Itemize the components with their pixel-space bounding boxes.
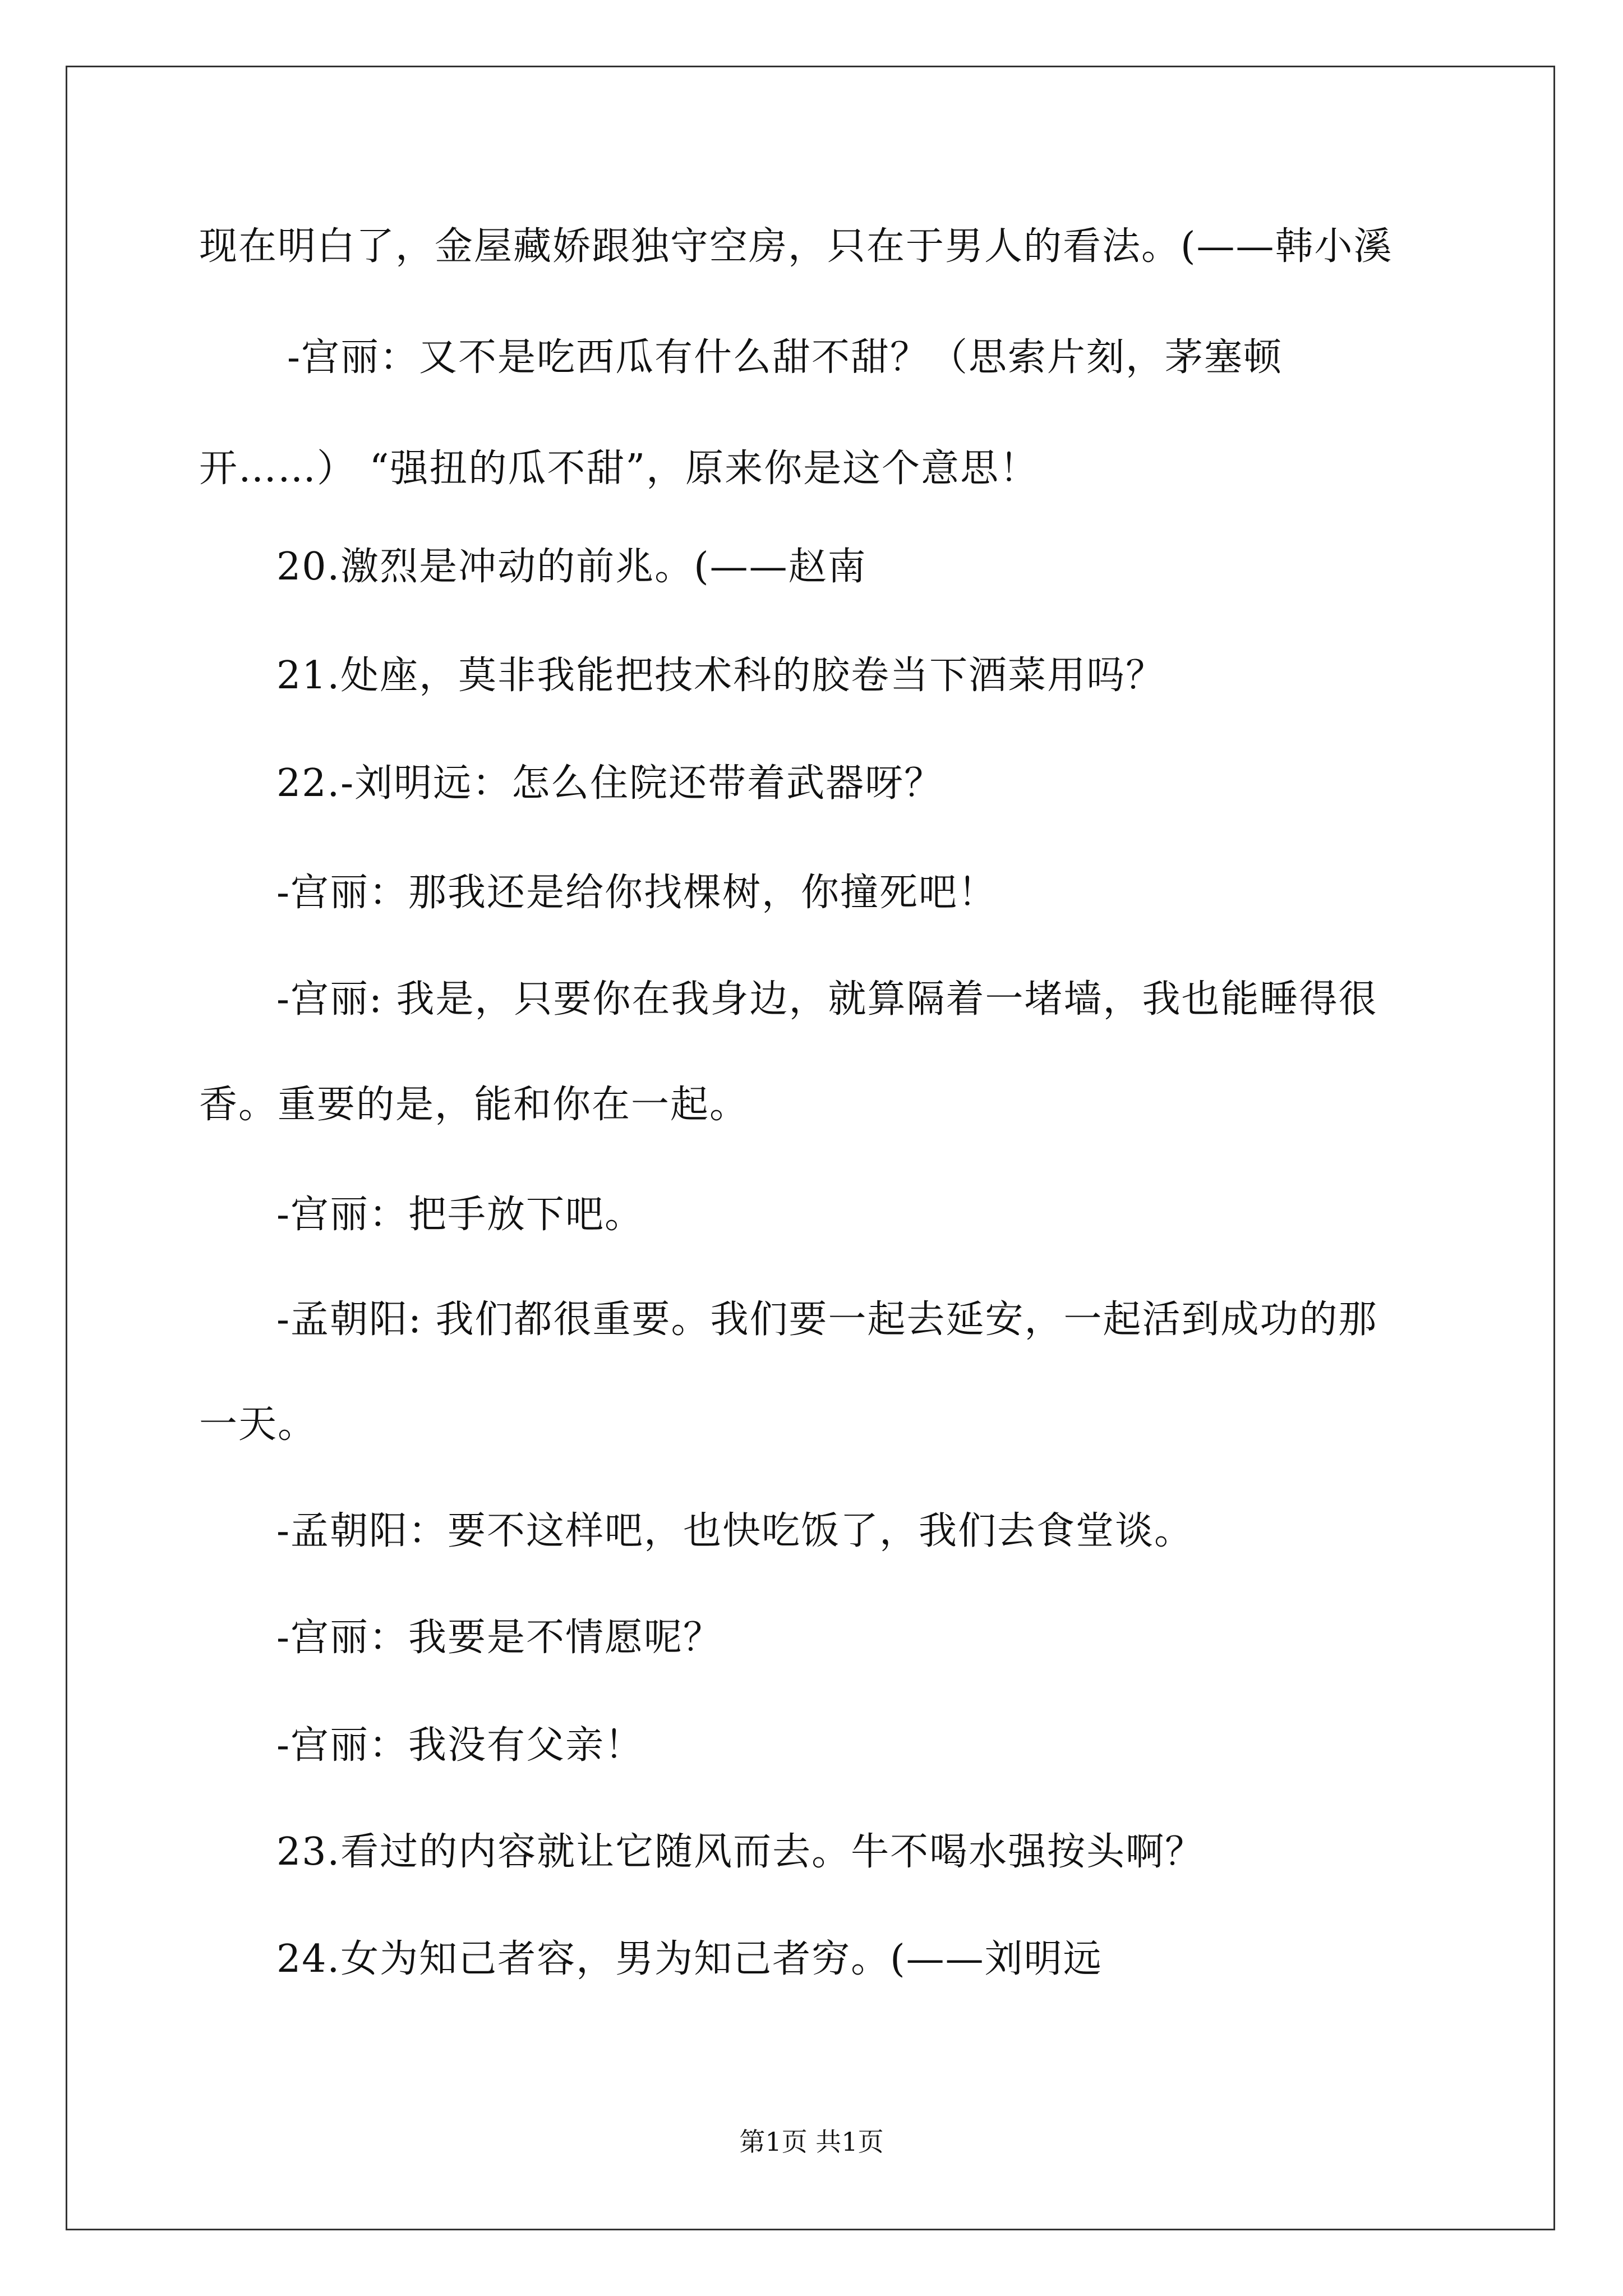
text-line-8: -宫丽: 我是，只要你在我身边，就算隔着一堵墙，我也能睡得很 (276, 977, 1378, 1022)
text-line-17: 24.女为知己者容，男为知己者穷。(——刘明远 (276, 1937, 1103, 1981)
text-line-3: 开……） “强扭的瓜不甜”，原来你是这个意思！ (199, 447, 1039, 491)
text-line-2: -宫丽：又不是吃西瓜有什么甜不甜？（思索片刻，茅塞顿 (287, 335, 1283, 380)
text-line-14: -宫丽：我要是不情愿呢？ (276, 1616, 722, 1660)
text-line-15: -宫丽：我没有父亲！ (276, 1723, 644, 1768)
text-line-16: 23.看过的内容就让它随风而去。牛不喝水强按头啊？ (276, 1830, 1205, 1874)
page-footer: 第1页 共1页 (739, 2127, 884, 2157)
text-line-12: 一天。 (199, 1402, 317, 1447)
text-line-13: -孟朝阳：要不这样吧，也快吃饭了，我们去食堂谈。 (276, 1509, 1193, 1553)
text-line-1: 现在明白了，金屋藏娇跟独守空房，只在于男人的看法。(——韩小溪 (199, 224, 1393, 269)
page-border (66, 66, 1555, 2230)
text-line-4: 20.激烈是冲动的前兆。(——赵南 (276, 545, 867, 589)
text-line-5: 21.处座，莫非我能把技术科的胶卷当下酒菜用吗？ (276, 654, 1165, 698)
text-line-7: -宫丽：那我还是给你找棵树，你撞死吧！ (276, 871, 997, 915)
text-line-9: 香。重要的是，能和你在一起。 (199, 1083, 749, 1127)
text-line-10: -宫丽：把手放下吧。 (276, 1193, 644, 1237)
text-line-6: 22.-刘明远：怎么住院还带着武器呀？ (276, 761, 944, 806)
text-line-11: -孟朝阳: 我们都很重要。我们要一起去延安，一起活到成功的那 (276, 1297, 1378, 1342)
